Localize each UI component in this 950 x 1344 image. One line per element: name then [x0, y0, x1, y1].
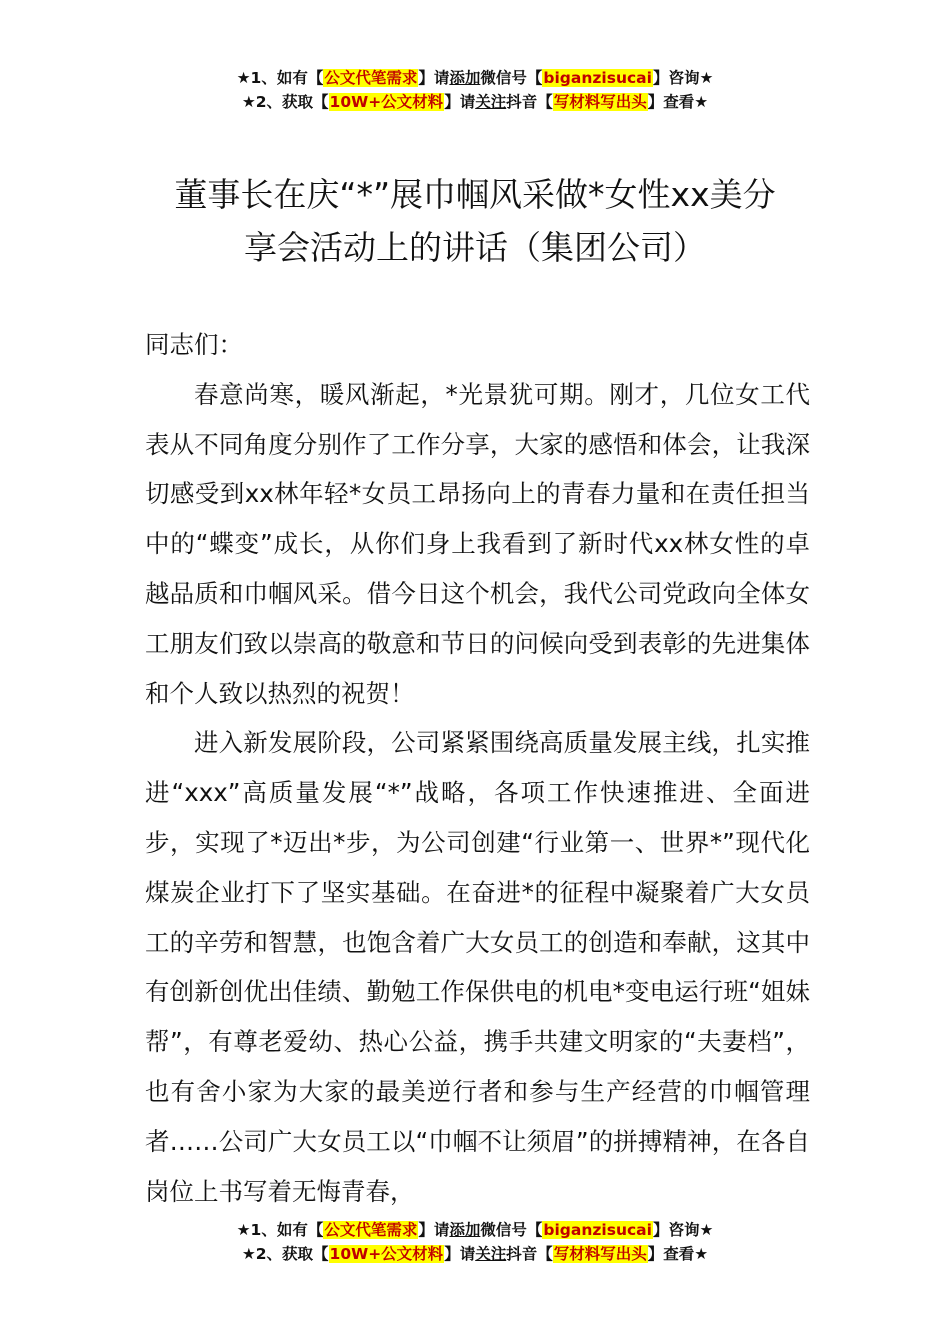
paragraph: 春意尚寒，暖风渐起，*光景犹可期。刚才，几位女工代表从不同角度分别作了工作分享，大家的感悟和体会，让我深切感受到xx林年轻*女员工昂扬向上的青春力量和在责任担当中的“蝶变”成长，从你们身上我看到了新时代xx林女性的卓越品质和巾帼风采。借今日这个机会，我代公司党政向全体女工朋友们致以崇高的敬意和节日的问候向受到表彰的先进集体和个人致以热烈的祝贺！ [145, 379, 810, 708]
banner-highlight: 10W+公文材料 [329, 1245, 444, 1263]
banner-highlight: 公文代笔需求 [324, 69, 418, 87]
document-title [120, 168, 830, 274]
banner-line-2: ★2、获取【10W+公文材料】请关注抖音【写材料写出头】查看★ [241, 93, 709, 111]
banner-highlight: 写材料写出头 [553, 93, 647, 111]
banner-highlight: biganzisucai [543, 1221, 652, 1239]
greeting: 同志们： [145, 330, 243, 359]
banner-line-1: ★1、如有【公文代笔需求】请添加微信号【biganzisucai】咨询★ [236, 69, 714, 87]
paragraph: 进入新发展阶段，公司紧紧围绕高质量发展主线，扎实推进“xxx”高质量发展“*”战略，各项工作快速推进、全面进步，实现了*迈出*步，为公司创建“行业第一、世界*”现代化煤炭企业打下了坚实基础。在奋进*的征程中凝聚着广大女员工的辛劳和智慧，也饱含着广大女员工的创造和奉献，这其中有创新创优出佳绩、勤勉工作保供电的机电*变电运行班“姐妹帮”，有尊老爱幼、热心公益，携手共建文明家的“夫妻档”，也有舍小家为大家的最美逆行者和参与生产经营的巾帼管理者……公司广大女员工以“巾帼不让须眉”的拼搏精神，在各自岗位上书写着无悔青春， [145, 728, 810, 1206]
title-line-2: 享会活动上的讲话（集团公司） [244, 228, 706, 267]
banner-line-1: ★1、如有【公文代笔需求】请添加微信号【biganzisucai】咨询★ [236, 1221, 714, 1239]
header-banner [0, 66, 950, 114]
title-line-1: 董事长在庆“*”展巾帼风采做*女性xx美分 [174, 175, 776, 214]
document-body [145, 320, 810, 1216]
banner-highlight: 公文代笔需求 [324, 1221, 418, 1239]
banner-line-2: ★2、获取【10W+公文材料】请关注抖音【写材料写出头】查看★ [241, 1245, 709, 1263]
footer-banner [0, 1218, 950, 1266]
banner-highlight: 10W+公文材料 [329, 93, 444, 111]
banner-highlight: 写材料写出头 [553, 1245, 647, 1263]
banner-highlight: biganzisucai [543, 69, 652, 87]
